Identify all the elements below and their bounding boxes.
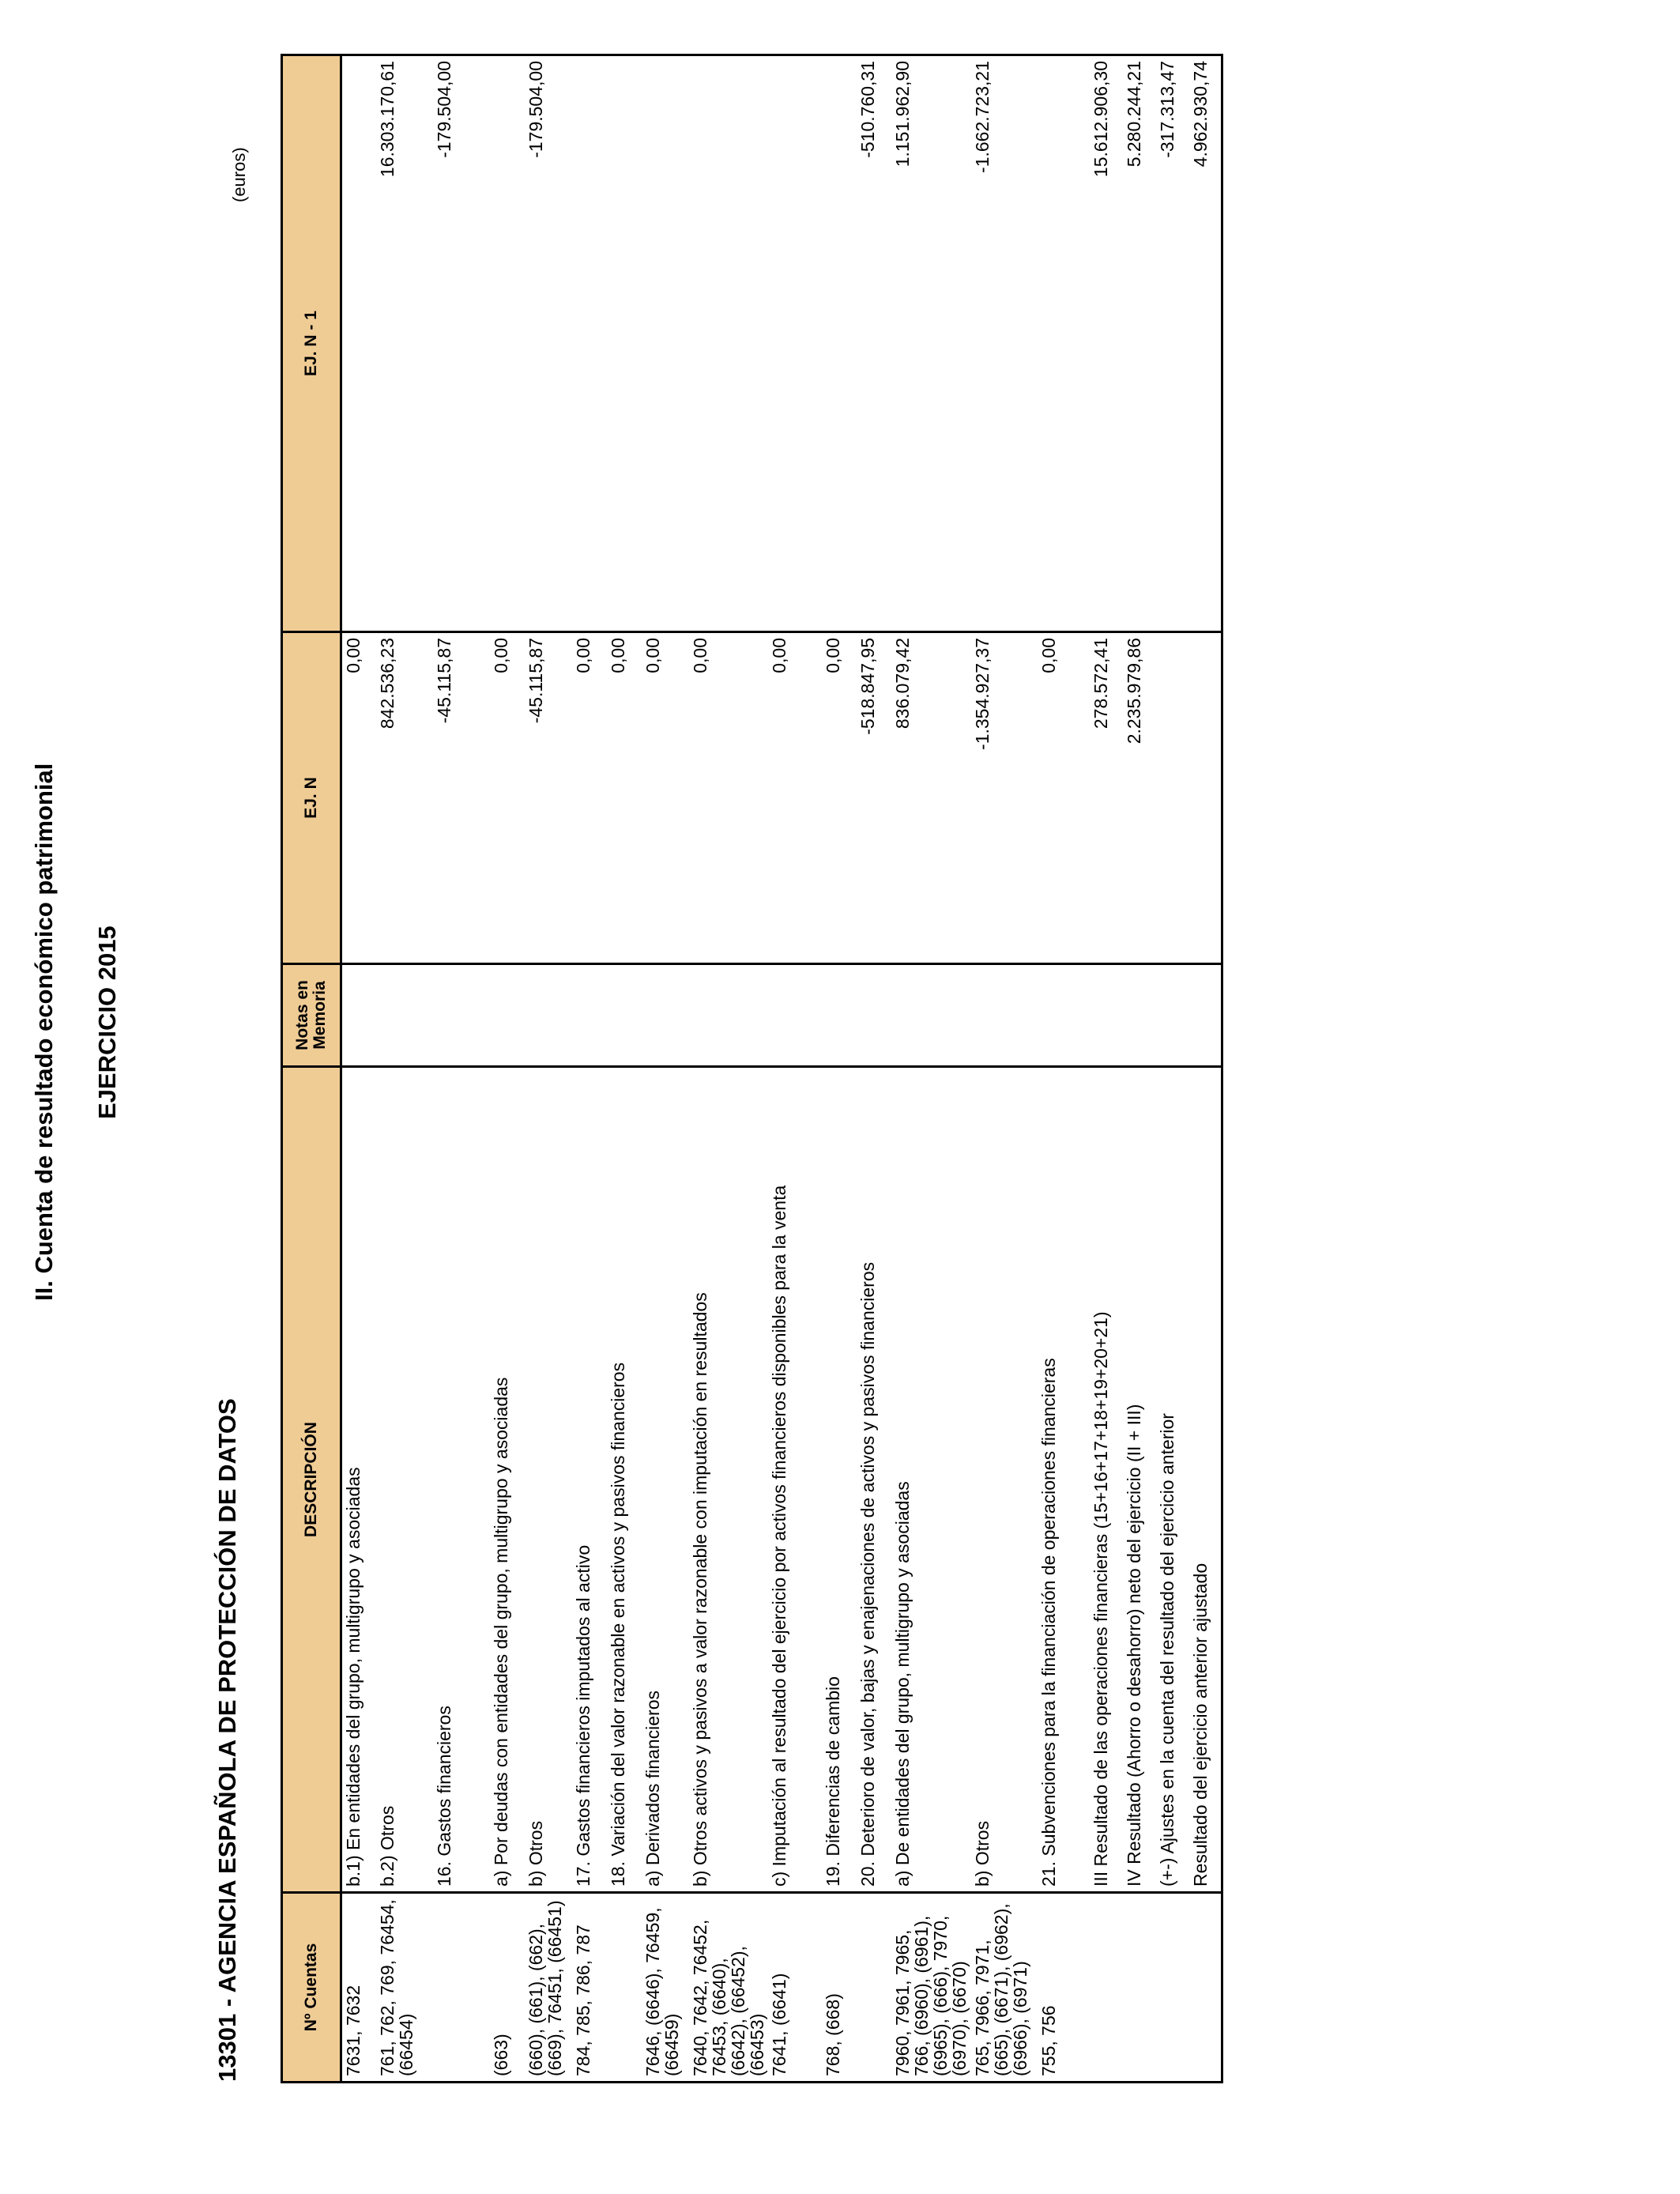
table-row xyxy=(490,55,525,2083)
table-row xyxy=(642,55,689,2083)
table-row xyxy=(433,55,490,2083)
cell-ej-n1 xyxy=(341,55,376,632)
cell-cuentas xyxy=(857,1893,891,2083)
cell-ej-n1: -317.313,47 xyxy=(1156,55,1189,632)
cell-ej-n1 xyxy=(768,55,822,632)
cell-ej-n1 xyxy=(1038,55,1090,632)
cell-ej-n1: -179.504,00 xyxy=(525,55,572,632)
cell-descripcion: b) Otros xyxy=(971,1067,1038,1893)
cell-ej-n: 0,00 xyxy=(490,632,525,964)
cell-descripcion: a) Por deudas con entidades del grupo, multigrupo y asociadas xyxy=(490,1067,525,1893)
cell-descripcion: Resultado del ejercicio anterior ajustado xyxy=(1189,1067,1222,1893)
cell-notas xyxy=(1189,964,1222,1067)
table-body xyxy=(341,55,1222,2083)
cell-cuentas: 784, 785, 786, 787 xyxy=(572,1893,607,2083)
cell-descripcion: a) De entidades del grupo, multigrupo y asociadas xyxy=(891,1067,971,1893)
cell-descripcion: 21. Subvenciones para la financiación de operaciones financieras xyxy=(1038,1067,1090,1893)
cell-notas xyxy=(341,964,376,1067)
cell-cuentas xyxy=(1123,1893,1156,2083)
cell-ej-n: 836.079,42 xyxy=(891,632,971,964)
page-title: II. Cuenta de resultado económico patrimonial xyxy=(30,763,58,1301)
table-row xyxy=(1123,55,1156,2083)
cell-ej-n: 0,00 xyxy=(607,632,642,964)
table-row xyxy=(1189,55,1222,2083)
cell-ej-n1 xyxy=(822,55,857,632)
cell-notas xyxy=(1123,964,1156,1067)
cell-descripcion: c) Imputación al resultado del ejercicio por activos financieros disponibles para la venta xyxy=(768,1067,822,1893)
cell-cuentas xyxy=(607,1893,642,2083)
cell-descripcion: (+-) Ajustes en la cuenta del resultado del ejercicio anterior xyxy=(1156,1067,1189,1893)
table-row xyxy=(1038,55,1090,2083)
entity-name: 13301 - AGENCIA ESPAÑOLA DE PROTECCIÓN DE DATOS xyxy=(213,1398,241,2082)
cell-descripcion: III Resultado de las operaciones financieras (15+16+17+18+19+20+21) xyxy=(1090,1067,1123,1893)
cell-cuentas xyxy=(1090,1893,1123,2083)
cell-ej-n: 0,00 xyxy=(341,632,376,964)
table-row xyxy=(689,55,769,2083)
table-row xyxy=(857,55,891,2083)
header-ej-n1: EJ. N - 1 xyxy=(282,55,341,632)
cell-ej-n: 0,00 xyxy=(689,632,769,964)
cell-notas xyxy=(689,964,769,1067)
cell-notas xyxy=(768,964,822,1067)
cell-ej-n: 842.536,23 xyxy=(376,632,433,964)
cell-notas xyxy=(525,964,572,1067)
table-header-row xyxy=(282,55,341,2083)
cell-cuentas: 768, (668) xyxy=(822,1893,857,2083)
header-ej-n: EJ. N xyxy=(282,632,341,964)
cell-descripcion: b.2) Otros xyxy=(376,1067,433,1893)
cell-ej-n: 0,00 xyxy=(642,632,689,964)
cell-ej-n: -518.847,95 xyxy=(857,632,891,964)
table-row xyxy=(376,55,433,2083)
cell-ej-n1: 16.303.170,61 xyxy=(376,55,433,632)
table-row xyxy=(971,55,1038,2083)
table-row xyxy=(341,55,376,2083)
exercise-title: EJERCICIO 2015 xyxy=(93,925,121,1119)
cell-descripcion: 17. Gastos financieros imputados al activo xyxy=(572,1067,607,1893)
cell-descripcion: 19. Diferencias de cambio xyxy=(822,1067,857,1893)
cell-descripcion: b) Otros activos y pasivos a valor razonable con imputación en resultados xyxy=(689,1067,769,1893)
cell-ej-n1 xyxy=(642,55,689,632)
cell-cuentas xyxy=(1189,1893,1222,2083)
table-row xyxy=(525,55,572,2083)
cell-ej-n: -45.115,87 xyxy=(525,632,572,964)
cell-notas xyxy=(490,964,525,1067)
cell-notas xyxy=(1156,964,1189,1067)
cell-ej-n1: 4.962.930,74 xyxy=(1189,55,1222,632)
cell-cuentas: 7646, (6646), 76459, (66459) xyxy=(642,1893,689,2083)
cell-ej-n1 xyxy=(689,55,769,632)
header-cuentas: Nº Cuentas xyxy=(282,1893,341,2083)
cell-descripcion: 16. Gastos financieros xyxy=(433,1067,490,1893)
table-row xyxy=(891,55,971,2083)
table-row xyxy=(768,55,822,2083)
cell-cuentas xyxy=(1156,1893,1189,2083)
cell-ej-n1: -179.504,00 xyxy=(433,55,490,632)
cell-notas xyxy=(822,964,857,1067)
cell-cuentas: (660), (661), (662), (669), 76451, (66451) xyxy=(525,1893,572,2083)
table-row xyxy=(607,55,642,2083)
cell-cuentas: 7631, 7632 xyxy=(341,1893,376,2083)
cell-ej-n: 2.235.979,86 xyxy=(1123,632,1156,964)
cell-ej-n1: -510.760,31 xyxy=(857,55,891,632)
cell-descripcion: a) Derivados financieros xyxy=(642,1067,689,1893)
cell-cuentas: (663) xyxy=(490,1893,525,2083)
cell-notas xyxy=(1090,964,1123,1067)
cell-ej-n1: 15.612.906,30 xyxy=(1090,55,1123,632)
cell-notas xyxy=(642,964,689,1067)
cell-ej-n: 0,00 xyxy=(768,632,822,964)
cell-ej-n xyxy=(1189,632,1222,964)
cell-cuentas xyxy=(433,1893,490,2083)
cell-descripcion: 20. Deterioro de valor, bajas y enajenaciones de activos y pasivos financieros xyxy=(857,1067,891,1893)
cell-ej-n1 xyxy=(572,55,607,632)
cell-ej-n: 0,00 xyxy=(822,632,857,964)
header-descripcion: DESCRIPCIÓN xyxy=(282,1067,341,1893)
cell-cuentas: 755, 756 xyxy=(1038,1893,1090,2083)
cell-cuentas: 7960, 7961, 7965, 766, (6960), (6961), (6965), (666), 7970, (6970), (6670) xyxy=(891,1893,971,2083)
table-row xyxy=(572,55,607,2083)
cell-ej-n: 0,00 xyxy=(572,632,607,964)
cell-notas xyxy=(572,964,607,1067)
cell-notas xyxy=(433,964,490,1067)
results-table xyxy=(281,54,1223,2083)
cell-descripcion: 18. Variación del valor razonable en activos y pasivos financieros xyxy=(607,1067,642,1893)
cell-ej-n: -1.354.927,37 xyxy=(971,632,1038,964)
cell-ej-n1 xyxy=(607,55,642,632)
cell-notas xyxy=(891,964,971,1067)
cell-descripcion: IV Resultado (Ahorro o desahorro) neto del ejercicio (II + III) xyxy=(1123,1067,1156,1893)
cell-cuentas: 7640, 7642, 76452, 76453, (6640), (6642), (66452), (66453) xyxy=(689,1893,769,2083)
cell-notas xyxy=(1038,964,1090,1067)
cell-cuentas: 765, 7966, 7971, (665), (6671), (6962), (6966), (6971) xyxy=(971,1893,1038,2083)
cell-ej-n: 278.572,41 xyxy=(1090,632,1123,964)
table-row xyxy=(1156,55,1189,2083)
table-row xyxy=(822,55,857,2083)
table-row xyxy=(1090,55,1123,2083)
cell-cuentas: 7641, (6641) xyxy=(768,1893,822,2083)
units-label: (euros) xyxy=(229,147,249,202)
cell-ej-n1: 1.151.962,90 xyxy=(891,55,971,632)
cell-descripcion: b) Otros xyxy=(525,1067,572,1893)
cell-notas xyxy=(857,964,891,1067)
cell-cuentas: 761, 762, 769, 76454, (66454) xyxy=(376,1893,433,2083)
header-notas: Notas en Memoria xyxy=(282,964,341,1067)
cell-ej-n1: -1.662.723,21 xyxy=(971,55,1038,632)
cell-ej-n1 xyxy=(490,55,525,632)
cell-descripcion: b.1) En entidades del grupo, multigrupo y asociadas xyxy=(341,1067,376,1893)
cell-notas xyxy=(971,964,1038,1067)
cell-ej-n1: 5.280.244,21 xyxy=(1123,55,1156,632)
cell-ej-n: -45.115,87 xyxy=(433,632,490,964)
cell-notas xyxy=(607,964,642,1067)
cell-notas xyxy=(376,964,433,1067)
cell-ej-n: 0,00 xyxy=(1038,632,1090,964)
cell-ej-n xyxy=(1156,632,1189,964)
